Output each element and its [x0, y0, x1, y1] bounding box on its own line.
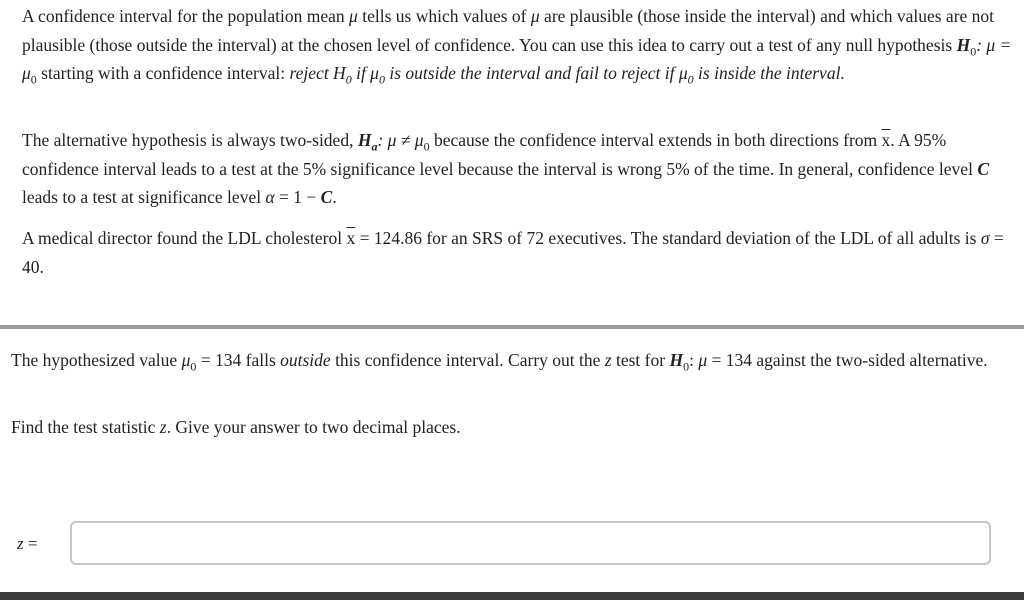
italic-rule-text: is outside the interval and fail to reject if μ	[384, 63, 688, 83]
subscript: 0	[190, 359, 197, 374]
answer-label	[17, 533, 37, 555]
section-divider	[0, 325, 1024, 329]
equals-sign: =	[23, 534, 38, 553]
z-symbol: z	[17, 534, 24, 553]
mu-symbol: μ	[530, 6, 540, 26]
text: leads to a test at significance level	[22, 187, 266, 207]
text: The hypothesized value	[11, 350, 182, 370]
text: tells us which values of	[357, 6, 531, 26]
problem-data-paragraph	[22, 224, 1012, 281]
question-context-paragraph	[11, 346, 1011, 375]
c-symbol: C	[320, 187, 333, 207]
sigma-symbol: σ	[980, 228, 990, 248]
text: = 134 falls	[196, 350, 281, 370]
alternative-hypothesis-paragraph	[22, 126, 1012, 212]
italic-rule-text: if μ	[351, 63, 379, 83]
subscript: 0	[423, 139, 430, 154]
h0-symbol: H	[956, 34, 971, 55]
text: A medical director found the LDL cholesterol	[22, 228, 347, 248]
intro-paragraph	[22, 2, 1012, 88]
text: = 134 against the two-sided alternative.	[707, 350, 988, 370]
emphasis-text: outside	[280, 350, 331, 370]
alpha-symbol: α	[265, 187, 275, 207]
italic-rule-text: is inside the interval.	[693, 63, 845, 83]
text: = 40.	[22, 228, 1004, 277]
ha-symbol: H	[357, 130, 372, 150]
subscript: 0	[378, 72, 385, 87]
mu-symbol: μ	[181, 350, 191, 370]
mu-symbol: μ	[349, 6, 358, 26]
text: . Give your answer to two decimal places.	[166, 417, 461, 437]
xbar-symbol: $\overline{x}$	[346, 228, 356, 248]
question-prompt	[11, 413, 1011, 442]
h0-symbol: H	[669, 350, 684, 370]
xbar-symbol: $\overline{x}$	[881, 130, 891, 150]
text: Find the test statistic	[11, 417, 160, 437]
subscript: 0	[687, 72, 694, 87]
mu-symbol: μ	[698, 350, 708, 370]
alt-hypothesis-expression: : μ ≠ μ	[377, 130, 424, 150]
text: = 124.86 for an SRS of 72 executives. The standard deviation of the LDL of all adults is	[355, 228, 981, 248]
null-hypothesis-expression: : μ = μ	[22, 34, 1012, 83]
text: starting with a confidence interval:	[36, 63, 290, 83]
answer-input[interactable]	[70, 521, 991, 565]
text: :	[689, 350, 699, 370]
subscript: a	[371, 139, 378, 154]
text: .	[332, 187, 337, 207]
subscript: 0	[345, 72, 352, 87]
subscript: 0	[30, 72, 37, 87]
z-symbol: z	[159, 417, 167, 437]
italic-rule-text: reject H	[289, 63, 346, 83]
text: this confidence interval. Carry out the	[330, 350, 605, 370]
text: because the confidence interval extends in both directions from	[429, 130, 882, 150]
z-symbol: z	[604, 350, 612, 370]
c-symbol: C	[977, 158, 989, 179]
subscript: 0	[970, 44, 977, 58]
text: are plausible (those inside the interval) and which values are not plausible (those outside the interval) at the chosen level of confidence. You can use this idea to carry out a test of any null hypothesis	[22, 6, 995, 55]
text: = 1 −	[274, 187, 321, 207]
subscript: 0	[683, 359, 690, 374]
text: . A 95% confidence interval leads to a test at the 5% significance level because the interval is wrong 5% of the time. In general, confidence level	[22, 130, 978, 179]
text: The alternative hypothesis is always two-sided,	[22, 130, 358, 150]
taskbar-strip	[0, 592, 1024, 600]
text: A confidence interval for the population mean	[22, 6, 350, 26]
text: test for	[611, 350, 670, 370]
